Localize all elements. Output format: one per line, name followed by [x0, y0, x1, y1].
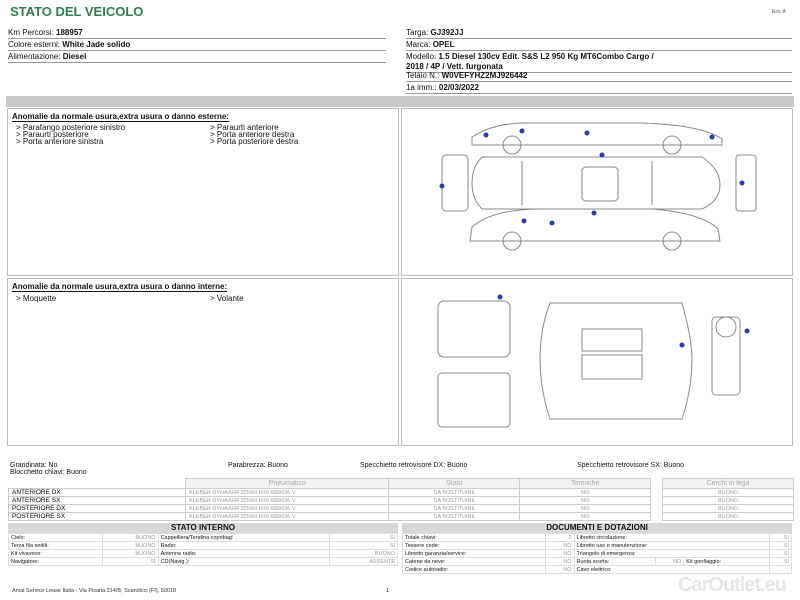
damage-marker [585, 131, 590, 136]
internal-anomalies-title: Anomalie da normale usura,extra usura o danno interne: [12, 282, 228, 291]
damage-marker [745, 329, 750, 334]
list-item: > Paraurti anteriore [210, 123, 279, 132]
table-row: ANTERIORE DX KLEBER DYNAXER 205/60 R16 000/096 V DA SOSTITUIRE NO BUONO [9, 489, 794, 497]
specchietto-sx-text: Specchietto retrovisore SX: Buono [577, 462, 685, 469]
list-item: > Paraurti posteriore [16, 130, 89, 139]
external-anomalies-title: Anomalie da normale usura,extra usura o danno esterne: [12, 112, 229, 121]
list-item: > Porta anteriore sinistra [16, 137, 104, 146]
damage-marker [710, 135, 715, 140]
car-exterior-diagram [402, 109, 794, 277]
table-row: Terza fila sedili: BUONO Radio: SI [9, 542, 398, 550]
damage-marker [498, 295, 503, 300]
list-item: > Porta posteriore destra [210, 137, 299, 146]
page-title: STATO DEL VEICOLO [10, 4, 144, 19]
colore-row: Colore esterni: White Jade solido [8, 39, 386, 51]
table-row: Kit vivavoce: BUONO Antenna radio: BUONO [9, 550, 398, 558]
watermark-logo: CarOutlet.eu [677, 574, 786, 596]
page-number: 1 [386, 588, 390, 594]
list-item: > Parafango posteriore sinistro [16, 123, 126, 132]
immatricolazione-row: 1a imm.: 02/03/2022 [406, 82, 792, 94]
documenti-section [402, 523, 792, 574]
internal-list-left [16, 295, 56, 302]
table-row: ANTERIORE SX KLEBER DYNAXER 205/60 R16 000/096 V DA SOSTITUIRE NO BUONO [9, 497, 794, 505]
marca-row: Marca: OPEL [406, 39, 792, 51]
external-list-right [210, 124, 298, 145]
car-interior-diagram [402, 279, 794, 447]
internal-list-right [210, 295, 244, 302]
col-header-stato: Stato [389, 479, 520, 489]
stato-interno-section [8, 523, 398, 566]
table-row: Cielo: BUONO Cappelliera/Tendina copribag: SI [9, 534, 398, 542]
stato-interno-title: STATO INTERNO [8, 523, 398, 533]
documenti-table [402, 533, 792, 574]
external-diagram-panel [401, 108, 793, 276]
table-row: Libretto garanzia/service: NO Triangolo di emergenza: SI [403, 550, 792, 558]
stato-interno-table [8, 533, 398, 566]
footer-address: Arval Service Lease Italia - Via Pisana 314/B, Scandicci (FI), 50018 [12, 588, 177, 594]
targa-row: Targa: GJ392JJ [406, 27, 792, 39]
internal-diagram-panel [401, 278, 793, 446]
damage-marker [600, 153, 605, 158]
specchietto-dx-text: Specchietto retrovisore DX: Buono [360, 462, 468, 469]
table-row: Tessere code: NO Libretto uso e manutenzione: SI [403, 542, 792, 550]
damage-marker [520, 129, 525, 134]
col-header-termiche: Termiche [520, 479, 651, 489]
documenti-title: DOCUMENTI E DOTAZIONI [402, 523, 792, 533]
table-row: POSTERIORE SX KLEBER DYNAXER 205/60 R16 000/096 V DA SOSTITUIRE NO BUONO [9, 513, 794, 521]
alimentazione-row: Alimentazione: Diesel [8, 51, 386, 63]
damage-marker [740, 181, 745, 186]
list-item: > Moquette [16, 294, 57, 303]
modello-row: Modello: 1.5 Diesel 130cv Edit. S&S L2 950 Kg MT6Combo Cargo / [406, 52, 654, 61]
km-row: Km Percorsi: 188957 [8, 27, 386, 39]
damage-marker [484, 133, 489, 138]
revision-label: Rev. A [771, 9, 786, 15]
col-header-cerchi: Cerchi in lega [663, 479, 794, 489]
list-item: > Porta anteriore destra [210, 130, 295, 139]
table-row: POSTERIORE DX KLEBER DYNAXER 205/60 R16 000/096 V DA SOSTITUIRE NO BUONO [9, 505, 794, 513]
external-anomalies-panel [7, 108, 399, 276]
telaio-row: Telaio N.: W0VEFYHZ2MJ926442 [406, 70, 792, 82]
table-row: Navigatore: SI CD(Navig.): ASSENTE [9, 558, 398, 566]
tyres-table [8, 478, 794, 521]
table-row: Catene da neve: NO Ruota scorta: NO Kit gonfiaggio: SI [403, 558, 792, 566]
damage-marker [592, 211, 597, 216]
list-item: > Volante [210, 294, 244, 303]
damage-marker [522, 219, 527, 224]
table-row: Totale chiavi: 2 Libretto circolazione: SI [403, 534, 792, 542]
grandinata-text: Grandinata: No [10, 462, 58, 469]
parabrezza-text: Parabrezza: Buono [228, 462, 288, 469]
blocchetto-text: Blocchetto chiavi: Buono [10, 469, 87, 476]
damage-marker [440, 184, 445, 189]
modello-row-2: 2018 / 4P / Vett. furgonata [406, 61, 792, 73]
damage-marker [550, 221, 555, 226]
section-divider [6, 96, 794, 107]
external-list-left [16, 124, 125, 145]
col-header-pneumatico: Pneumatico [186, 479, 389, 489]
damage-marker [680, 343, 685, 348]
table-row: Codice autoradio: NO Cavo elettrico: [403, 566, 792, 574]
internal-anomalies-panel [7, 278, 399, 446]
